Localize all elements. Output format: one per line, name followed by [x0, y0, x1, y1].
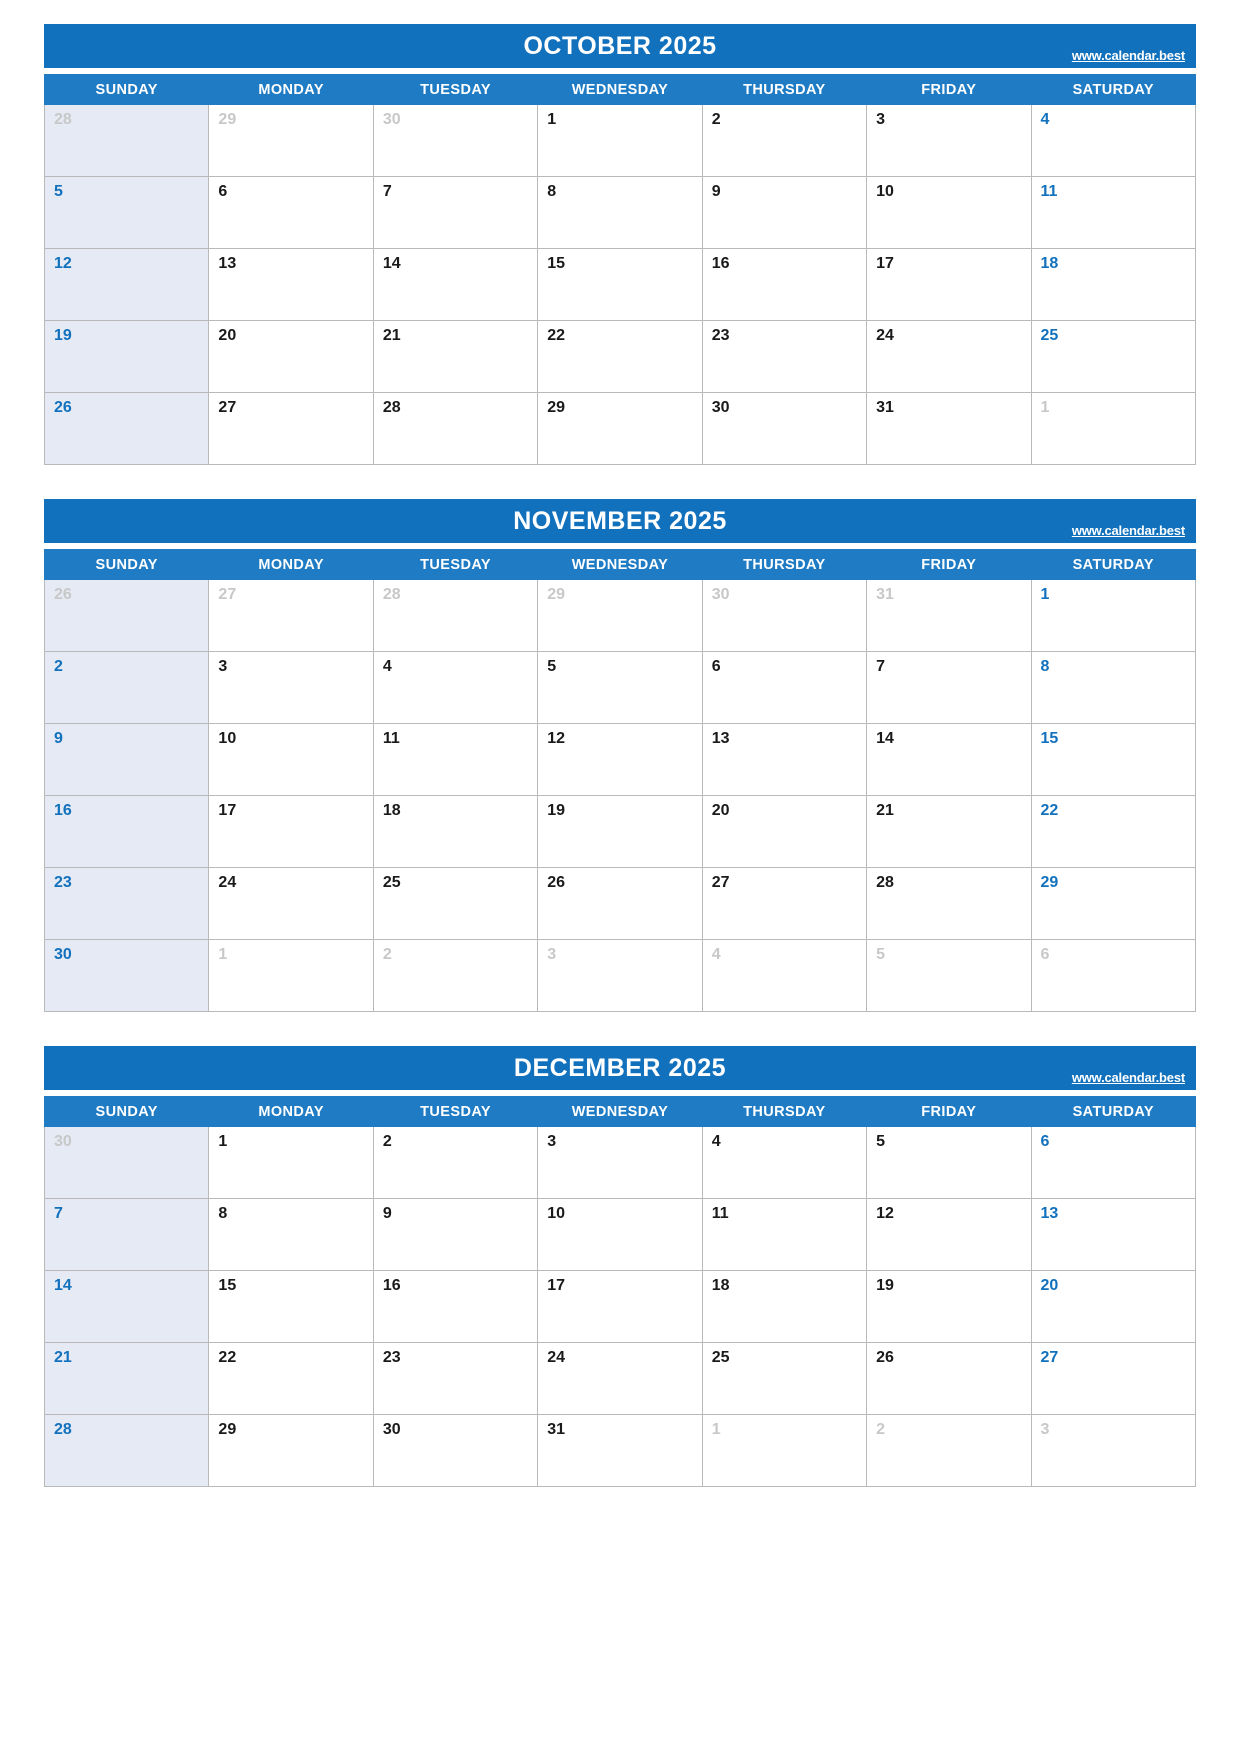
- day-cell[interactable]: 18: [1031, 249, 1195, 321]
- day-cell[interactable]: 28: [373, 580, 537, 652]
- day-cell[interactable]: 21: [45, 1343, 209, 1415]
- day-cell[interactable]: 30: [702, 393, 866, 465]
- weekday-header-saturday: SATURDAY: [1031, 1097, 1195, 1127]
- day-cell[interactable]: 3: [867, 105, 1031, 177]
- day-cell[interactable]: 25: [702, 1343, 866, 1415]
- day-cell[interactable]: 21: [373, 321, 537, 393]
- day-cell[interactable]: 23: [45, 868, 209, 940]
- weekday-header-sunday: SUNDAY: [45, 1097, 209, 1127]
- weekday-header-friday: FRIDAY: [867, 550, 1031, 580]
- day-cell[interactable]: 1: [1031, 393, 1195, 465]
- week-row: [45, 393, 1196, 465]
- day-cell[interactable]: 12: [867, 1199, 1031, 1271]
- day-cell[interactable]: 30: [45, 1127, 209, 1199]
- day-cell[interactable]: 11: [702, 1199, 866, 1271]
- weekday-header-saturday: SATURDAY: [1031, 75, 1195, 105]
- day-cell[interactable]: 25: [373, 868, 537, 940]
- week-row: [45, 105, 1196, 177]
- day-cell[interactable]: 28: [373, 393, 537, 465]
- site-link[interactable]: www.calendar.best: [1071, 523, 1185, 538]
- day-cell[interactable]: 5: [867, 940, 1031, 1012]
- day-cell[interactable]: 12: [538, 724, 702, 796]
- day-cell[interactable]: 5: [45, 177, 209, 249]
- day-cell[interactable]: 31: [538, 1415, 702, 1487]
- day-cell[interactable]: 15: [1031, 724, 1195, 796]
- day-cell[interactable]: 9: [702, 177, 866, 249]
- day-cell[interactable]: 10: [538, 1199, 702, 1271]
- calendar-page: [44, 24, 1196, 1487]
- day-cell[interactable]: 7: [867, 652, 1031, 724]
- day-cell[interactable]: 31: [867, 580, 1031, 652]
- day-cell[interactable]: 28: [45, 105, 209, 177]
- weekday-header-tuesday: TUESDAY: [373, 550, 537, 580]
- day-cell[interactable]: 6: [1031, 940, 1195, 1012]
- day-cell[interactable]: 20: [702, 796, 866, 868]
- day-cell[interactable]: 27: [209, 393, 373, 465]
- week-row: [45, 1127, 1196, 1199]
- day-cell[interactable]: 10: [209, 724, 373, 796]
- day-cell[interactable]: 1: [702, 1415, 866, 1487]
- month-grid: [44, 549, 1196, 1012]
- week-row: [45, 1415, 1196, 1487]
- day-cell[interactable]: 8: [209, 1199, 373, 1271]
- day-cell[interactable]: 3: [538, 1127, 702, 1199]
- day-cell[interactable]: 4: [702, 940, 866, 1012]
- day-cell[interactable]: 24: [538, 1343, 702, 1415]
- day-cell[interactable]: 18: [373, 796, 537, 868]
- month-block: [44, 1046, 1196, 1487]
- weekday-header-row: [45, 75, 1196, 105]
- day-cell[interactable]: 13: [209, 249, 373, 321]
- day-cell[interactable]: 13: [702, 724, 866, 796]
- weekday-header-wednesday: WEDNESDAY: [538, 1097, 702, 1127]
- weekday-header-monday: MONDAY: [209, 75, 373, 105]
- month-header: [44, 24, 1196, 68]
- day-cell[interactable]: 11: [373, 724, 537, 796]
- day-cell[interactable]: 3: [538, 940, 702, 1012]
- day-cell[interactable]: 2: [702, 105, 866, 177]
- weekday-header-thursday: THURSDAY: [702, 1097, 866, 1127]
- month-block: [44, 499, 1196, 1012]
- day-cell[interactable]: 3: [1031, 1415, 1195, 1487]
- day-cell[interactable]: 16: [373, 1271, 537, 1343]
- weekday-header-friday: FRIDAY: [867, 75, 1031, 105]
- day-cell[interactable]: 1: [209, 1127, 373, 1199]
- weekday-header-tuesday: TUESDAY: [373, 75, 537, 105]
- day-cell[interactable]: 26: [45, 580, 209, 652]
- day-cell[interactable]: 4: [702, 1127, 866, 1199]
- day-cell[interactable]: 16: [702, 249, 866, 321]
- day-cell[interactable]: 11: [1031, 177, 1195, 249]
- weekday-header-sunday: SUNDAY: [45, 550, 209, 580]
- day-cell[interactable]: 5: [867, 1127, 1031, 1199]
- day-cell[interactable]: 30: [373, 105, 537, 177]
- day-cell[interactable]: 3: [209, 652, 373, 724]
- week-row: [45, 1271, 1196, 1343]
- day-cell[interactable]: 29: [538, 580, 702, 652]
- month-title: DECEMBER 2025: [513, 1053, 727, 1082]
- week-row: [45, 249, 1196, 321]
- day-cell[interactable]: 29: [1031, 868, 1195, 940]
- week-row: [45, 177, 1196, 249]
- month-title: NOVEMBER 2025: [513, 506, 727, 535]
- day-cell[interactable]: 6: [209, 177, 373, 249]
- weekday-header-sunday: SUNDAY: [45, 75, 209, 105]
- day-cell[interactable]: 18: [702, 1271, 866, 1343]
- day-cell[interactable]: 4: [1031, 105, 1195, 177]
- day-cell[interactable]: 9: [45, 724, 209, 796]
- day-cell[interactable]: 28: [867, 868, 1031, 940]
- day-cell[interactable]: 24: [867, 321, 1031, 393]
- day-cell[interactable]: 21: [867, 796, 1031, 868]
- day-cell[interactable]: 30: [702, 580, 866, 652]
- weekday-header-wednesday: WEDNESDAY: [538, 75, 702, 105]
- day-cell[interactable]: 26: [45, 393, 209, 465]
- day-cell[interactable]: 31: [867, 393, 1031, 465]
- day-cell[interactable]: 19: [45, 321, 209, 393]
- day-cell[interactable]: 29: [538, 393, 702, 465]
- site-link[interactable]: www.calendar.best: [1071, 1070, 1185, 1085]
- day-cell[interactable]: 14: [45, 1271, 209, 1343]
- day-cell[interactable]: 15: [538, 249, 702, 321]
- day-cell[interactable]: 24: [209, 868, 373, 940]
- day-cell[interactable]: 19: [538, 796, 702, 868]
- day-cell[interactable]: 26: [867, 1343, 1031, 1415]
- day-cell[interactable]: 29: [209, 1415, 373, 1487]
- day-cell[interactable]: 22: [538, 321, 702, 393]
- weekday-header-row: [45, 550, 1196, 580]
- day-cell[interactable]: 15: [209, 1271, 373, 1343]
- day-cell[interactable]: 19: [867, 1271, 1031, 1343]
- month-grid: [44, 74, 1196, 465]
- week-row: [45, 940, 1196, 1012]
- day-cell[interactable]: 20: [209, 321, 373, 393]
- day-cell[interactable]: 2: [867, 1415, 1031, 1487]
- day-cell[interactable]: 20: [1031, 1271, 1195, 1343]
- weekday-header-tuesday: TUESDAY: [373, 1097, 537, 1127]
- day-cell[interactable]: 1: [209, 940, 373, 1012]
- weekday-header-thursday: THURSDAY: [702, 550, 866, 580]
- week-row: [45, 868, 1196, 940]
- day-cell[interactable]: 1: [538, 105, 702, 177]
- week-row: [45, 1343, 1196, 1415]
- day-cell[interactable]: 8: [538, 177, 702, 249]
- week-row: [45, 652, 1196, 724]
- day-cell[interactable]: 23: [373, 1343, 537, 1415]
- day-cell[interactable]: 26: [538, 868, 702, 940]
- day-cell[interactable]: 10: [867, 177, 1031, 249]
- month-title: OCTOBER 2025: [523, 31, 717, 60]
- day-cell[interactable]: 13: [1031, 1199, 1195, 1271]
- day-cell[interactable]: 2: [373, 1127, 537, 1199]
- weekday-header-thursday: THURSDAY: [702, 75, 866, 105]
- day-cell[interactable]: 5: [538, 652, 702, 724]
- day-cell[interactable]: 14: [867, 724, 1031, 796]
- day-cell[interactable]: 1: [1031, 580, 1195, 652]
- day-cell[interactable]: 6: [702, 652, 866, 724]
- day-cell[interactable]: 27: [1031, 1343, 1195, 1415]
- weekday-header-row: [45, 1097, 1196, 1127]
- day-cell[interactable]: 29: [209, 105, 373, 177]
- week-row: [45, 580, 1196, 652]
- day-cell[interactable]: 6: [1031, 1127, 1195, 1199]
- day-cell[interactable]: 12: [45, 249, 209, 321]
- day-cell[interactable]: 17: [867, 249, 1031, 321]
- weekday-header-saturday: SATURDAY: [1031, 550, 1195, 580]
- day-cell[interactable]: 25: [1031, 321, 1195, 393]
- week-row: [45, 321, 1196, 393]
- month-header: [44, 499, 1196, 543]
- day-cell[interactable]: 8: [1031, 652, 1195, 724]
- day-cell[interactable]: 4: [373, 652, 537, 724]
- day-cell[interactable]: 9: [373, 1199, 537, 1271]
- month-grid: [44, 1096, 1196, 1487]
- day-cell[interactable]: 27: [209, 580, 373, 652]
- day-cell[interactable]: 27: [702, 868, 866, 940]
- day-cell[interactable]: 28: [45, 1415, 209, 1487]
- day-cell[interactable]: 16: [45, 796, 209, 868]
- week-row: [45, 724, 1196, 796]
- weekday-header-monday: MONDAY: [209, 1097, 373, 1127]
- week-row: [45, 1199, 1196, 1271]
- month-header: [44, 1046, 1196, 1090]
- day-cell[interactable]: 14: [373, 249, 537, 321]
- day-cell[interactable]: 22: [1031, 796, 1195, 868]
- day-cell[interactable]: 7: [45, 1199, 209, 1271]
- day-cell[interactable]: 2: [373, 940, 537, 1012]
- site-link[interactable]: www.calendar.best: [1071, 48, 1185, 63]
- day-cell[interactable]: 30: [45, 940, 209, 1012]
- day-cell[interactable]: 7: [373, 177, 537, 249]
- day-cell[interactable]: 30: [373, 1415, 537, 1487]
- month-block: [44, 24, 1196, 465]
- day-cell[interactable]: 17: [538, 1271, 702, 1343]
- week-row: [45, 796, 1196, 868]
- day-cell[interactable]: 17: [209, 796, 373, 868]
- day-cell[interactable]: 2: [45, 652, 209, 724]
- day-cell[interactable]: 23: [702, 321, 866, 393]
- weekday-header-wednesday: WEDNESDAY: [538, 550, 702, 580]
- weekday-header-monday: MONDAY: [209, 550, 373, 580]
- day-cell[interactable]: 22: [209, 1343, 373, 1415]
- weekday-header-friday: FRIDAY: [867, 1097, 1031, 1127]
